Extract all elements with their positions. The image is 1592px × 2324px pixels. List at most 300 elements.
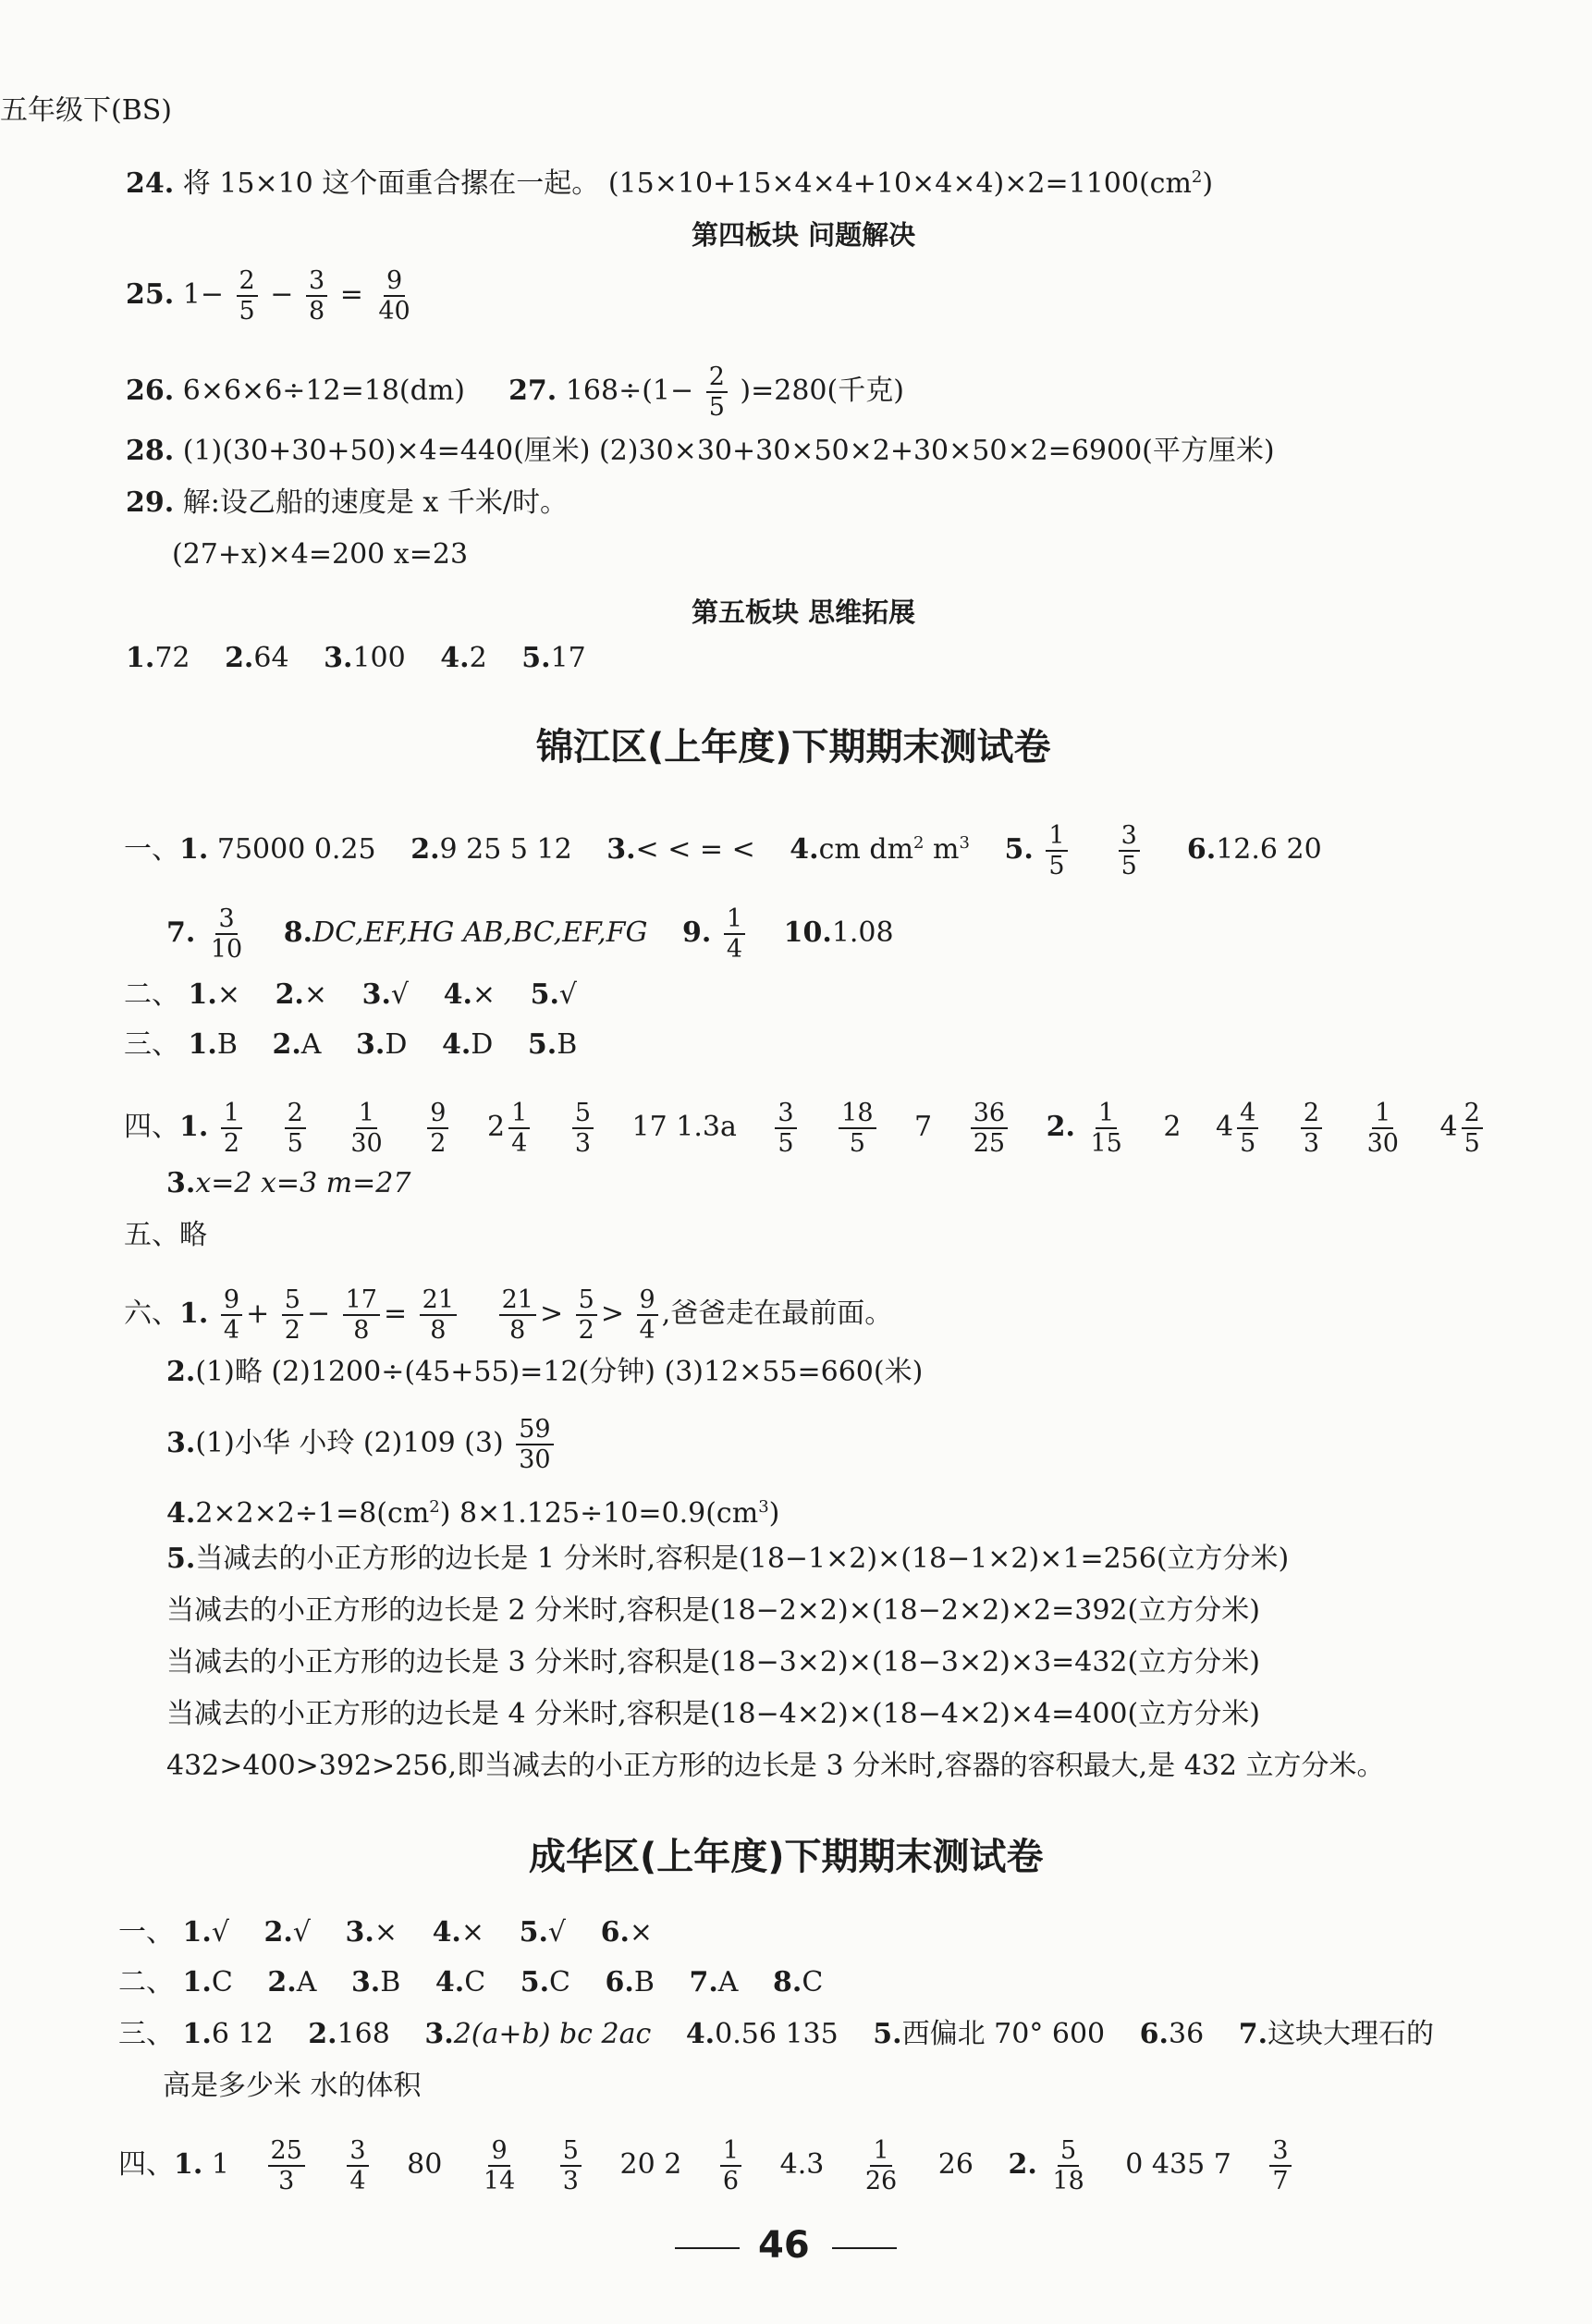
jj-r4-a2: A <box>300 1028 322 1061</box>
q28-text: (1)(30+30+50)×4=440(厘米) (2)30×30+30×50×2+30×50×2=6900(平方厘米) <box>182 435 1275 467</box>
jj-r15: 当减去的小正方形的边长是 4 分米时,容积是(18−4×2)×(18−4×2)×4=400(立方分米) <box>166 1698 1260 1730</box>
q28-num: 28. <box>126 435 175 467</box>
ch-r4-t5: 0 435 7 <box>1125 2148 1231 2181</box>
jj-r5-mix3-den: 5 <box>1463 1129 1480 1158</box>
jj-r5-f2-num: 2 <box>285 1099 306 1129</box>
jj-r5-mix2 <box>1237 1099 1258 1158</box>
jj-f5a <box>1046 821 1067 880</box>
jj-r5-f3-den: 30 <box>350 1129 383 1158</box>
jj-r8-f7-den: 4 <box>639 1316 655 1345</box>
jj-r8-f2-num: 5 <box>282 1285 303 1316</box>
ch-r4-f7-den: 18 <box>1052 2167 1084 2195</box>
q27-frac-den: 5 <box>708 393 725 422</box>
jj-r4-a1: B <box>216 1028 238 1061</box>
jj-f10 <box>516 1415 553 1474</box>
q25-num: 25. <box>126 278 175 311</box>
jj-r11s2: 3 <box>758 1497 769 1517</box>
jj-r5-f9-den: 15 <box>1090 1129 1122 1158</box>
q26-num: 26. <box>126 375 175 407</box>
jj-r1-6: 12.6 20 <box>1216 833 1322 866</box>
jj-r8-f5 <box>499 1285 536 1345</box>
jj-r5-f7 <box>839 1099 876 1158</box>
ch-r4-f3-num: 9 <box>488 2136 509 2167</box>
jj-r5-f9-num: 1 <box>1096 1099 1117 1129</box>
s5-n1: 1. <box>126 642 155 674</box>
jj-r2-7n: 7. <box>166 916 196 949</box>
ch-r3-pre: 三、 <box>118 2018 174 2050</box>
jj-r5-f2 <box>285 1099 306 1158</box>
jj-r5-mix1-den: 4 <box>511 1129 528 1158</box>
ch-r4-f1-den: 3 <box>278 2167 295 2195</box>
jj-r1-pre: 一、 <box>124 833 179 866</box>
ch-r4-f8-num: 3 <box>1269 2136 1291 2167</box>
jj-f9-num: 1 <box>724 904 745 935</box>
jj-r5-f10-num: 2 <box>1301 1099 1322 1129</box>
ch-r2-a5: C <box>549 1966 570 1998</box>
jj-r1-2n: 2. <box>410 833 440 866</box>
jj-r8-f7 <box>637 1285 658 1345</box>
jj-r8-f1 <box>221 1285 242 1345</box>
ch-r2-a6: B <box>633 1966 655 1998</box>
q25-frac-3 <box>375 266 412 326</box>
ch-r1 <box>118 1914 653 1951</box>
ch-r4-f6 <box>863 2136 900 2195</box>
jj-r1-2: 9 25 5 12 <box>439 833 572 866</box>
jj-r4-n3: 3. <box>356 1028 386 1061</box>
ch-r1-n2: 2. <box>263 1916 293 1949</box>
ch-r3-6n: 6. <box>1139 2018 1169 2050</box>
jj-r3-a4: × <box>471 978 496 1011</box>
ch-r1-n5: 5. <box>519 1916 548 1949</box>
ch-r4-f2-num: 3 <box>347 2136 368 2167</box>
jj-r2-8n: 8. <box>283 916 313 949</box>
jj-r3 <box>124 977 577 1014</box>
jj-r5-f6-den: 5 <box>778 1129 794 1158</box>
q28-line <box>126 433 1275 470</box>
jj-r11-n: 4. <box>166 1497 196 1530</box>
jj-r5-f5-den: 3 <box>574 1129 591 1158</box>
jj-r2-9n: 9. <box>682 916 712 949</box>
ch-r4-f7-num: 5 <box>1058 2136 1079 2167</box>
ch-r3-7n: 7. <box>1238 2018 1268 2050</box>
jj-r4-n2: 2. <box>272 1028 301 1061</box>
jj-r2-8: DC,EF,HG AB,BC,EF,FG <box>312 916 648 949</box>
jj-r12: 当减去的小正方形的边长是 1 分米时,容积是(18−1×2)×(18−1×2)×1=256(立方分米) <box>195 1543 1290 1575</box>
jj-f9-den: 4 <box>726 935 743 964</box>
jj-r3-a1: × <box>216 978 241 1011</box>
jj-r3-n5: 5. <box>530 978 559 1011</box>
jj-r5-f4-num: 9 <box>427 1099 448 1129</box>
jj-r9-n: 2. <box>166 1356 196 1388</box>
ch-r1-a2: √ <box>292 1916 311 1949</box>
ch-r4-t1: 80 <box>407 2148 443 2181</box>
jj-r11a: 2×2×2÷1=8(cm <box>195 1497 430 1530</box>
jj-r8-f2 <box>282 1285 303 1345</box>
jj-r5-f8 <box>971 1099 1008 1158</box>
q26-27-line <box>126 363 904 422</box>
jj-r5-t1: 17 1.3a <box>631 1111 737 1143</box>
ch-r1-n1: 1. <box>182 1916 212 1949</box>
page-number-right-dash <box>832 2247 897 2249</box>
jj-r5 <box>124 1099 1487 1158</box>
ch-r4-1n: 1. <box>174 2148 203 2181</box>
ch-r3-7: 这块大理石的 <box>1267 2018 1435 2050</box>
jj-r8-pre: 六、 <box>124 1297 179 1330</box>
jj-r3-n2: 2. <box>275 978 304 1011</box>
jj-f5b-den: 5 <box>1121 852 1137 880</box>
jj-r1-6n: 6. <box>1186 833 1217 866</box>
ch-r2-a8: C <box>802 1966 824 1998</box>
ch-r4-f7 <box>1049 2136 1086 2195</box>
jj-r5-f8-num: 36 <box>971 1099 1008 1129</box>
jj-f10-num: 59 <box>516 1415 553 1445</box>
ch-r1-a1: √ <box>211 1916 229 1949</box>
ch-r3-4n: 4. <box>685 2018 716 2050</box>
jj-r4-n4: 4. <box>441 1028 471 1061</box>
q25-frac-1 <box>237 266 258 326</box>
jj-r5-f2-den: 5 <box>287 1129 303 1158</box>
jj-r4-a5: B <box>557 1028 578 1061</box>
jj-r1 <box>124 821 1322 880</box>
jinjiang-title: 锦江区(上年度)下期期末测试卷 <box>536 726 1051 769</box>
jj-r6: x=2 x=3 m=27 <box>195 1167 411 1199</box>
jj-r8-f6 <box>576 1285 597 1345</box>
ch-r3-2n: 2. <box>308 2018 337 2050</box>
jj-r7: 五、略 <box>124 1219 207 1251</box>
q25-frac-1-den: 5 <box>239 297 255 326</box>
jj-r1-1n: 1. <box>179 833 209 866</box>
jj-r3-a3: √ <box>390 978 410 1011</box>
jj-r8-f5-num: 21 <box>499 1285 536 1316</box>
jj-r5-f10-den: 3 <box>1303 1129 1320 1158</box>
s5-a4: 2 <box>469 642 487 674</box>
jj-r1-4s1: 2 <box>913 833 925 853</box>
jj-r8-f3-num: 17 <box>343 1285 380 1316</box>
jj-r8-f3-den: 8 <box>353 1316 370 1345</box>
jj-r4-pre: 三、 <box>124 1028 179 1061</box>
ch-r4-f2-den: 4 <box>349 2167 366 2195</box>
q27-a: 168÷(1− <box>565 375 694 407</box>
ch-r4-f2 <box>347 2136 368 2195</box>
ch-r3-3n: 3. <box>424 2018 454 2050</box>
q27-frac-num: 2 <box>706 363 728 393</box>
jj-f7 <box>208 904 245 964</box>
ch-r3-1n: 1. <box>182 2018 212 2050</box>
ch-r4-t0: 1 <box>211 2148 229 2181</box>
jj-r5-mix3-num: 2 <box>1462 1099 1483 1129</box>
jj-r2-10: 1.08 <box>831 916 894 949</box>
ch-r4-f3-den: 14 <box>483 2167 516 2195</box>
ch-r4-2n: 2. <box>1008 2148 1037 2181</box>
jj-r13: 当减去的小正方形的边长是 2 分米时,容积是(18−2×2)×(18−2×2)×2=392(立方分米) <box>166 1594 1260 1627</box>
jj-r5-f1-num: 1 <box>221 1099 242 1129</box>
q24-end: ) <box>1202 167 1214 200</box>
ch-r3-1: 6 12 <box>211 2018 274 2050</box>
ch-r2-n3: 3. <box>350 1966 381 1998</box>
ch-r4-t3: 4.3 <box>779 2148 825 2181</box>
jj-r5-mix1-whole: 2 <box>486 1111 506 1143</box>
s5-a3: 100 <box>352 642 406 674</box>
jj-r1-3: < < = < <box>635 833 755 866</box>
jj-r1-5n: 5. <box>1004 833 1034 866</box>
jj-r5-mix3-whole: 4 <box>1439 1111 1458 1143</box>
jj-r5-f7-den: 5 <box>849 1129 865 1158</box>
jj-r1-4n: 4. <box>790 833 819 866</box>
jj-r9: (1)略 (2)1200÷(45+55)=12(分钟) (3)12×55=660(米) <box>195 1356 924 1388</box>
jj-r3-a2: × <box>303 978 328 1011</box>
ch-r4-f6-num: 1 <box>870 2136 891 2167</box>
ch-r4 <box>118 2136 1295 2195</box>
q25-a: 1− <box>182 278 224 311</box>
jj-r2 <box>166 904 894 964</box>
ch-r1-n4: 4. <box>432 1916 461 1949</box>
ch-r2-n6: 6. <box>605 1966 634 1998</box>
jj-r8-f3 <box>343 1285 380 1345</box>
jj-f10-den: 30 <box>519 1445 551 1474</box>
ch-r4-pre: 四、 <box>118 2148 174 2181</box>
s5-n4: 4. <box>440 642 470 674</box>
q24-num: 24. <box>126 167 175 200</box>
ch-r3b: 高是多少米 水的体积 <box>163 2070 422 2102</box>
jj-f5b-num: 3 <box>1119 821 1140 852</box>
ch-r2-n7: 7. <box>689 1966 718 1998</box>
jj-r8-f6-num: 5 <box>576 1285 597 1316</box>
jj-r3-n3: 3. <box>361 978 391 1011</box>
ch-r2-n2: 2. <box>267 1966 297 1998</box>
jj-r8-f4-num: 21 <box>420 1285 457 1316</box>
ch-r3-5: 西偏北 70° 600 <box>901 2018 1106 2050</box>
jj-r10-n: 3. <box>166 1427 196 1459</box>
jj-r5-t3: 2 <box>1163 1111 1182 1143</box>
jj-r8-f7-num: 9 <box>637 1285 658 1316</box>
s5-n3: 3. <box>324 642 353 674</box>
ch-r1-a4: × <box>460 1916 485 1949</box>
jj-r5-f4-den: 2 <box>430 1129 447 1158</box>
jj-r8-f1-num: 9 <box>221 1285 242 1316</box>
q27-frac <box>706 363 728 422</box>
jj-r8-f2-den: 2 <box>284 1316 300 1345</box>
jj-r5-mix2-whole: 4 <box>1216 1111 1234 1143</box>
s5-a5: 17 <box>550 642 586 674</box>
ch-r3-2: 168 <box>337 2018 390 2050</box>
jj-r8: 六、1. $\frac{9}{4}$ + $\frac{5}{2}$ − $\frac{17}{8}$ = $\frac{21}{8}$ $\frac{21}{8}$ > $\frac{5}{2}$ > $\frac{9}{4}$ ,爸爸走在最前面。 <box>124 1285 893 1345</box>
ch-r4-f4 <box>560 2136 582 2195</box>
q25-frac-2-num: 3 <box>306 266 327 297</box>
jj-r4-a3: D <box>385 1028 408 1061</box>
q27-num: 27. <box>508 375 557 407</box>
jj-r5-f11-num: 1 <box>1372 1099 1393 1129</box>
jj-f5a-den: 5 <box>1048 852 1065 880</box>
jj-r5-pre: 四、 <box>124 1111 179 1143</box>
ch-r4-f6-den: 26 <box>864 2167 898 2195</box>
ch-r4-f3 <box>481 2136 518 2195</box>
jj-r5-mix1-num: 1 <box>508 1099 530 1129</box>
ch-r2-pre: 二、 <box>118 1966 174 1998</box>
jj-f5b <box>1119 821 1140 880</box>
jj-r10: (1)小华 小玲 (2)109 (3) <box>195 1427 504 1459</box>
q24-sup: 2 <box>1191 167 1203 187</box>
jj-r1-4s2: 3 <box>959 833 970 853</box>
jj-r5-t2: 7 <box>914 1111 933 1143</box>
jj-r5-f11 <box>1365 1099 1402 1158</box>
q24-text: 将 15×10 这个面重合摞在一起。 (15×10+15×4×4+10×4×4)×2=1100(cm <box>182 167 1192 200</box>
ch-r1-a6: × <box>629 1916 654 1949</box>
jj-r5-f5-num: 5 <box>572 1099 594 1129</box>
jj-r8-n: 1. <box>179 1297 209 1330</box>
jj-r14: 当减去的小正方形的边长是 3 分米时,容积是(18−3×2)×(18−3×2)×3=432(立方分米) <box>166 1646 1260 1678</box>
s5-a2: 64 <box>253 642 289 674</box>
q25-frac-3-den: 40 <box>378 297 410 326</box>
ch-r2-a2: A <box>296 1966 317 1998</box>
jj-r12 <box>166 1541 1289 1578</box>
q25-c: = <box>339 278 363 311</box>
ch-r2 <box>118 1964 823 2001</box>
q29-text: 解:设乙船的速度是 x 千米/时。 <box>182 486 568 519</box>
ch-r2-a3: B <box>380 1966 401 1998</box>
jj-r8-f5-den: 8 <box>509 1316 526 1345</box>
ch-r4-f5-den: 6 <box>722 2167 740 2195</box>
jj-r5-f8-den: 25 <box>973 1129 1006 1158</box>
q25-line <box>126 266 417 326</box>
q27-b: )=280(千克) <box>740 375 904 407</box>
jj-r5-mix2-den: 5 <box>1240 1129 1256 1158</box>
jj-r16: 432>400>392>256,即当减去的小正方形的边长是 3 分米时,容器的容积最大,是 432 立方分米。 <box>166 1750 1385 1782</box>
ch-r2-a4: C <box>464 1966 486 1998</box>
jj-r11s: 2 <box>429 1497 440 1517</box>
ch-r1-pre: 一、 <box>118 1916 174 1949</box>
jj-r8-f6-den: 2 <box>578 1316 594 1345</box>
q29-num: 29. <box>126 486 175 519</box>
jj-r6-n: 3. <box>166 1167 196 1199</box>
s5-n2: 2. <box>225 642 254 674</box>
jj-r4-n5: 5. <box>527 1028 557 1061</box>
q25-frac-3-num: 9 <box>384 266 405 297</box>
page-number-left-dash <box>675 2247 740 2249</box>
q24-line <box>126 159 1213 203</box>
jj-r8-f4 <box>420 1285 457 1345</box>
ch-r4-f5 <box>720 2136 741 2195</box>
ch-r3-4: 0.56 135 <box>715 2018 839 2050</box>
ch-r4-t2: 20 2 <box>619 2148 682 2181</box>
ch-r3-3: 2(a+b) bc 2ac <box>453 2018 652 2050</box>
jj-r5-f9 <box>1087 1099 1124 1158</box>
ch-r2-n4: 4. <box>435 1966 465 1998</box>
jj-r5-f6 <box>775 1099 796 1158</box>
jj-r5-f10 <box>1301 1099 1322 1158</box>
ch-r2-a7: A <box>717 1966 739 1998</box>
ch-r1-n3: 3. <box>345 1916 374 1949</box>
jj-r5-mix3 <box>1462 1099 1483 1158</box>
ch-r3-6: 36 <box>1169 2018 1205 2050</box>
jj-r5-1n: 1. <box>179 1111 209 1143</box>
jj-r6 <box>166 1165 410 1202</box>
jj-r9 <box>166 1354 923 1391</box>
jj-r5-f6-num: 3 <box>775 1099 796 1129</box>
jj-f9 <box>724 904 745 964</box>
jj-f7-den: 10 <box>210 935 243 964</box>
jj-r2-10n: 10. <box>783 916 832 949</box>
jj-r5-mix2-num: 4 <box>1237 1099 1258 1129</box>
jj-r5-f3 <box>348 1099 385 1158</box>
jj-r1-1: 75000 0.25 <box>216 833 376 866</box>
jj-r8-f4-den: 8 <box>430 1316 447 1345</box>
jj-r5-f7-num: 18 <box>839 1099 876 1129</box>
page-header: 五年级下(BS) <box>0 94 173 127</box>
jj-r5-f4 <box>427 1099 448 1158</box>
ch-r2-n8: 8. <box>773 1966 802 1998</box>
page-number: 46 <box>758 2224 810 2267</box>
ch-r4-f8 <box>1269 2136 1291 2195</box>
ch-r1-a5: √ <box>547 1916 567 1949</box>
ch-r4-f4-num: 5 <box>560 2136 582 2167</box>
ch-r4-f1 <box>268 2136 305 2195</box>
jj-r1-4b: m <box>924 833 960 866</box>
jj-r5-f11-den: 30 <box>1366 1129 1399 1158</box>
q26-text: 6×6×6÷12=18(dm) <box>182 375 465 407</box>
jj-r8-f1-den: 4 <box>223 1316 240 1345</box>
jj-r3-a5: √ <box>558 978 578 1011</box>
jj-r1-3n: 3. <box>606 833 636 866</box>
section-5-answers <box>126 640 586 677</box>
jj-r12-n: 5. <box>166 1543 196 1575</box>
jj-r5-mix1 <box>508 1099 530 1158</box>
q25-frac-1-num: 2 <box>237 266 258 297</box>
jj-r3-n4: 4. <box>443 978 472 1011</box>
q29-line <box>126 485 568 522</box>
section-5-heading: 第五板块 思维拓展 <box>692 596 916 628</box>
section-4-heading: 第四板块 问题解决 <box>692 219 916 251</box>
q29-eq: (27+x)×4=200 x=23 <box>172 538 469 571</box>
ch-r2-a1: C <box>211 1966 233 1998</box>
jj-r11c: ) <box>768 1497 780 1530</box>
jj-r4-a4: D <box>471 1028 494 1061</box>
ch-r4-f1-num: 25 <box>268 2136 305 2167</box>
jj-r1-4a: cm dm <box>818 833 914 866</box>
jj-r5-f1 <box>221 1099 242 1158</box>
jj-r10 <box>166 1415 557 1474</box>
jj-r5-f1-den: 2 <box>223 1129 240 1158</box>
ch-r4-f4-den: 3 <box>562 2167 579 2195</box>
jj-r3-pre: 二、 <box>124 978 179 1011</box>
jj-f5a-num: 1 <box>1046 821 1067 852</box>
jj-r3-n1: 1. <box>188 978 217 1011</box>
jj-r5-f3-num: 1 <box>356 1099 377 1129</box>
jj-r8-end: ,爸爸走在最前面。 <box>661 1297 893 1330</box>
q25-b: − <box>270 278 294 311</box>
ch-r3 <box>118 2016 1434 2053</box>
jj-r11b: ) 8×1.125÷10=0.9(cm <box>439 1497 759 1530</box>
jj-r5-2n: 2. <box>1046 1111 1075 1143</box>
jj-r4 <box>124 1027 577 1064</box>
s5-n5: 5. <box>521 642 551 674</box>
ch-r1-n6: 6. <box>600 1916 630 1949</box>
q25-frac-2 <box>306 266 327 326</box>
s5-a1: 72 <box>154 642 190 674</box>
jj-r5-f5 <box>572 1099 594 1158</box>
jj-r4-n1: 1. <box>188 1028 217 1061</box>
jj-r11 <box>166 1489 779 1532</box>
ch-r1-a3: × <box>374 1916 398 1949</box>
ch-r2-n1: 1. <box>182 1966 212 1998</box>
ch-r3-5n: 5. <box>873 2018 902 2050</box>
chenghua-title: 成华区(上年度)下期期末测试卷 <box>529 1836 1044 1878</box>
q25-frac-2-den: 8 <box>308 297 325 326</box>
ch-r4-t4: 26 <box>937 2148 974 2181</box>
jj-f7-num: 3 <box>215 904 237 935</box>
ch-r4-f8-den: 7 <box>1272 2167 1289 2195</box>
ch-r2-n5: 5. <box>520 1966 550 1998</box>
ch-r4-f5-num: 1 <box>720 2136 741 2167</box>
